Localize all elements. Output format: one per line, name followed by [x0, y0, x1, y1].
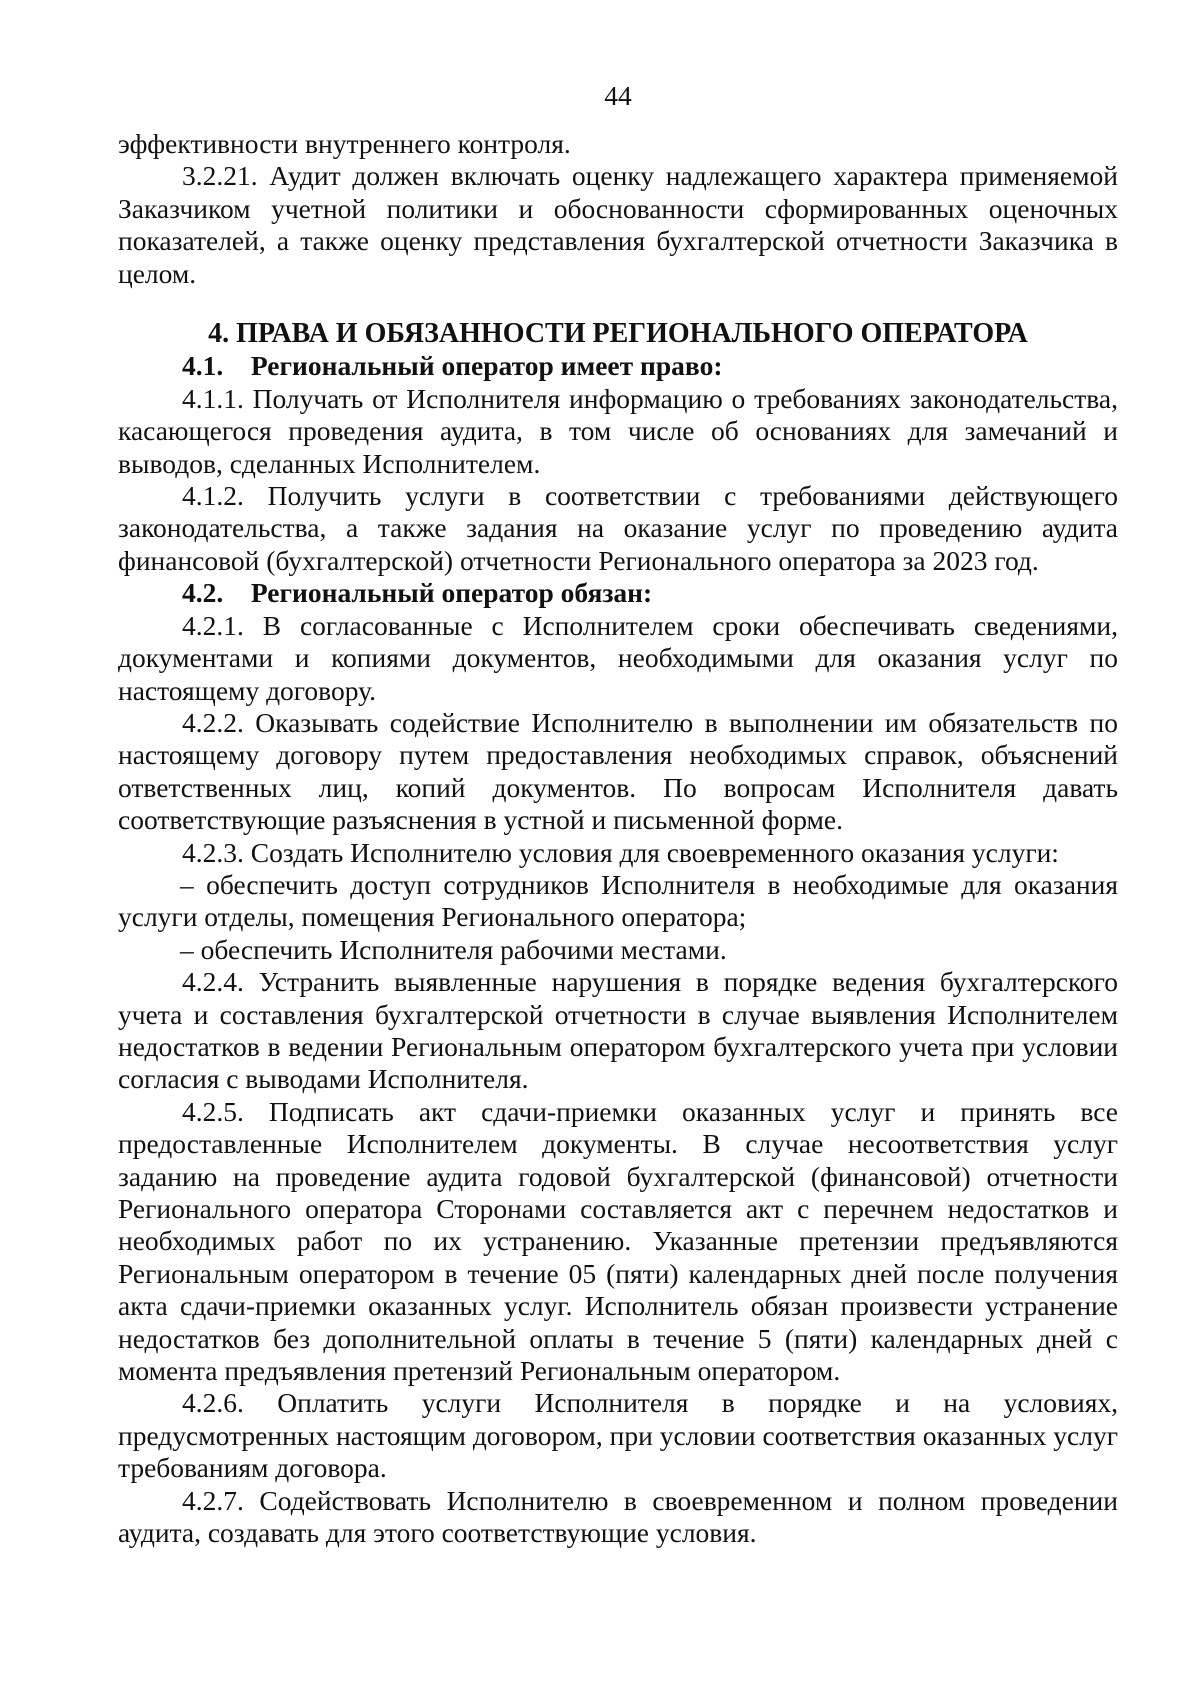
paragraph-4-2-4: 4.2.4. Устранить выявленные нарушения в порядке ведения бухгалтерского учета и составления бухгалтерской отчетности в случае выявления Исполнителем недостатков в ведении Региональным оператором бухгалтерского учета при условии согласия с выводами Исполнителя.	[118, 966, 1118, 1095]
paragraph-4-2-2: 4.2.2. Оказывать содействие Исполнителю в выполнении им обязательств по настоящему договору путем предоставления необходимых справок, объяснений ответственных лиц, копий документов. По вопросам Исполнителя давать соответствующие разъяснения в устной и письменной форме.	[118, 706, 1118, 836]
section-title: 4. ПРАВА И ОБЯЗАННОСТИ РЕГИОНАЛЬНОГО ОПЕРАТОРА	[208, 318, 1028, 350]
subsection-4-2-number: 4.2.	[182, 577, 224, 609]
paragraph-4-1-1: 4.1.1. Получать от Исполнителя информацию о требованиях законодательства, касающегося проведения аудита, в том числе об основаниях для замечаний и выводов, сделанных Исполнителем.	[118, 382, 1118, 479]
subsection-4-1-heading	[118, 350, 1118, 382]
paragraph-4-2-3-item-a: – обеспечить доступ сотрудников Исполнителя в необходимые для оказания услуги отделы, помещения Регионального оператора;	[118, 868, 1118, 933]
paragraph-4-2-5: 4.2.5. Подписать акт сдачи-приемки оказанных услуг и принять все предоставленные Исполнителем документы. В случае несоответствия услуг заданию на проведение аудита годовой бухгалтерской (финансовой) отчетности Регионального оператора Сторонами составляется акт с перечнем недостатков и необходимых работ по их устранению. Указанные претензии предъявляются Региональным оператором в течение 05 (пяти) календарных дней после получения акта сдачи-приемки оказанных услуг. Исполнитель обязан произвести устранение недостатков без дополнительной оплаты в течение 5 (пяти) календарных дней с момента предъявления претензий Региональным оператором.	[118, 1095, 1118, 1387]
paragraph-4-2-1: 4.2.1. В согласованные с Исполнителем сроки обеспечивать сведениями, документами и копиями документов, необходимыми для оказания услуг по настоящему договору.	[118, 609, 1118, 706]
paragraph-4-2-6: 4.2.6. Оплатить услуги Исполнителя в порядке и на условиях, предусмотренных настоящим договором, при условии соответствия оказанных услуг требованиям договора.	[118, 1387, 1118, 1484]
paragraph-continuation: эффективности внутреннего контроля.	[118, 128, 571, 159]
document-page	[118, 80, 1118, 1549]
subsection-4-1-number: 4.1.	[182, 350, 224, 382]
subsection-4-1-title: Региональный оператор имеет право:	[250, 350, 723, 382]
paragraph-4-2-3: 4.2.3. Создать Исполнителю условия для своевременного оказания услуги:	[182, 836, 1059, 868]
paragraph-4-1-2: 4.1.2. Получить услуги в соответствии с требованиями действующего законодательства, а также задания на оказание услуг по проведению аудита финансовой (бухгалтерской) отчетности Регионального оператора за 2023 год.	[118, 480, 1118, 576]
page-number: 44	[604, 80, 632, 111]
paragraph-4-2-3-item-b: – обеспечить Исполнителя рабочими местами.	[180, 933, 727, 965]
subsection-4-2-heading	[118, 577, 1118, 609]
paragraph-3-2-21: 3.2.21. Аудит должен включать оценку надлежащего характера применяемой Заказчиком учетной политики и обоснованности сформированных оценочных показателей, а также оценку представления бухгалтерской отчетности Заказчика в целом.	[118, 160, 1118, 289]
subsection-4-2-title: Региональный оператор обязан:	[250, 577, 653, 609]
paragraph-4-2-7: 4.2.7. Содействовать Исполнителю в своевременном и полном проведении аудита, создавать для этого соответствующие условия.	[118, 1484, 1118, 1549]
